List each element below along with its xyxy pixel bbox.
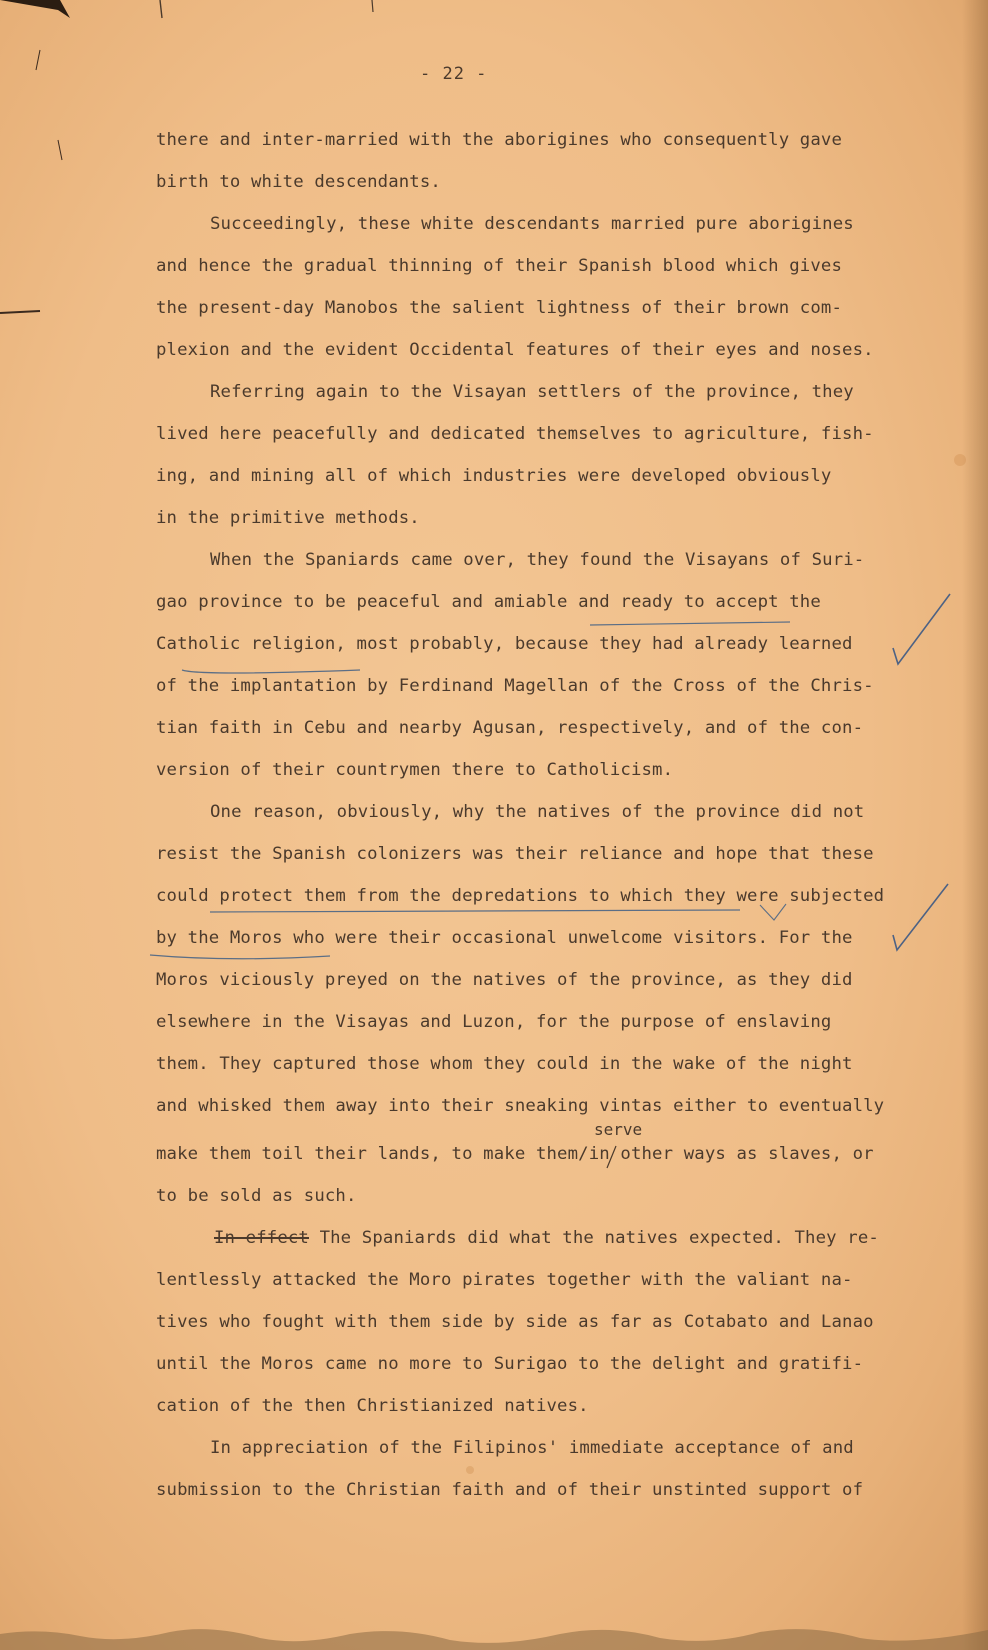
text-line: in the primitive methods.: [156, 508, 420, 528]
struck-text: In effect: [214, 1228, 309, 1248]
text-line: gao province to be peaceful and amiable and ready to accept the: [156, 592, 821, 612]
check-mark-icon: [893, 594, 950, 664]
text-line: and hence the gradual thinning of their Spanish blood which gives: [156, 256, 843, 276]
text-line: lived here peacefully and dedicated themselves to agriculture, fish-: [156, 424, 874, 444]
text-line: version of their countrymen there to Catholicism.: [156, 760, 674, 780]
text-line: the present-day Manobos the salient lightness of their brown com-: [156, 298, 843, 318]
text-line: them. They captured those whom they could in the wake of the night: [156, 1054, 853, 1074]
text-line: Moros viciously preyed on the natives of the province, as they did: [156, 970, 853, 990]
stray-mark: [0, 0, 70, 18]
text-line: birth to white descendants.: [156, 172, 441, 192]
stray-mark: [36, 50, 40, 70]
text-line: make them toil their lands, to make them/in other ways as slaves, or: [156, 1144, 874, 1164]
text-line: elsewhere in the Visayas and Luzon, for the purpose of enslaving: [156, 1012, 832, 1032]
stray-mark: [0, 311, 40, 313]
handwritten-insertion: serve: [594, 1120, 643, 1139]
text-line: by the Moros who were their occasional unwelcome visitors. For the: [156, 928, 853, 948]
caret-mark: [760, 904, 786, 920]
stray-mark: [372, 0, 373, 12]
text-line: tian faith in Cebu and nearby Agusan, respectively, and of the con-: [156, 718, 864, 738]
underline-mark: [150, 955, 330, 959]
text-line: tives who fought with them side by side as far as Cotabato and Lanao: [156, 1312, 874, 1332]
torn-bottom-edge: [0, 1614, 988, 1650]
text-line: One reason, obviously, why the natives of the province did not: [210, 802, 865, 822]
underline-mark: [210, 910, 740, 912]
check-mark-icon: [893, 884, 948, 950]
text-line: ing, and mining all of which industries were developed obviously: [156, 466, 832, 486]
text-line: to be sold as such.: [156, 1186, 357, 1206]
text-line: there and inter-married with the aborigines who consequently gave: [156, 130, 843, 150]
text-line: lentlessly attacked the Moro pirates together with the valiant na-: [156, 1270, 853, 1290]
text-line: When the Spaniards came over, they found the Visayans of Suri-: [210, 550, 865, 570]
text-line: Succeedingly, these white descendants married pure aborigines: [210, 214, 854, 234]
text-line: cation of the then Christianized natives.: [156, 1396, 589, 1416]
text-line: plexion and the evident Occidental features of their eyes and noses.: [156, 340, 874, 360]
text-line: of the implantation by Ferdinand Magellan of the Cross of the Chris-: [156, 676, 874, 696]
text-line: submission to the Christian faith and of their unstinted support of: [156, 1480, 864, 1500]
text-line-rest: The Spaniards did what the natives expected. They re-: [319, 1228, 879, 1248]
text-line: until the Moros came no more to Surigao to the delight and gratifi-: [156, 1354, 864, 1374]
stray-mark: [58, 140, 62, 160]
text-line: and whisked them away into their sneaking vintas either to eventually: [156, 1096, 885, 1116]
text-line: In appreciation of the Filipinos' immediate acceptance of and: [210, 1438, 854, 1458]
text-line: Referring again to the Visayan settlers of the province, they: [210, 382, 854, 402]
underline-mark: [182, 670, 360, 673]
underline-mark: [590, 622, 790, 625]
text-line: Catholic religion, most probably, because they had already learned: [156, 634, 853, 654]
text-line: resist the Spanish colonizers was their reliance and hope that these: [156, 844, 874, 864]
text-line: could protect them from the depredations to which they were subjected: [156, 886, 885, 906]
stray-mark: [160, 0, 162, 18]
page-edge-shadow: [962, 0, 988, 1650]
stain-spot: [466, 1466, 474, 1474]
page-number: - 22 -: [420, 64, 488, 84]
insertion-slash: [607, 1146, 616, 1168]
